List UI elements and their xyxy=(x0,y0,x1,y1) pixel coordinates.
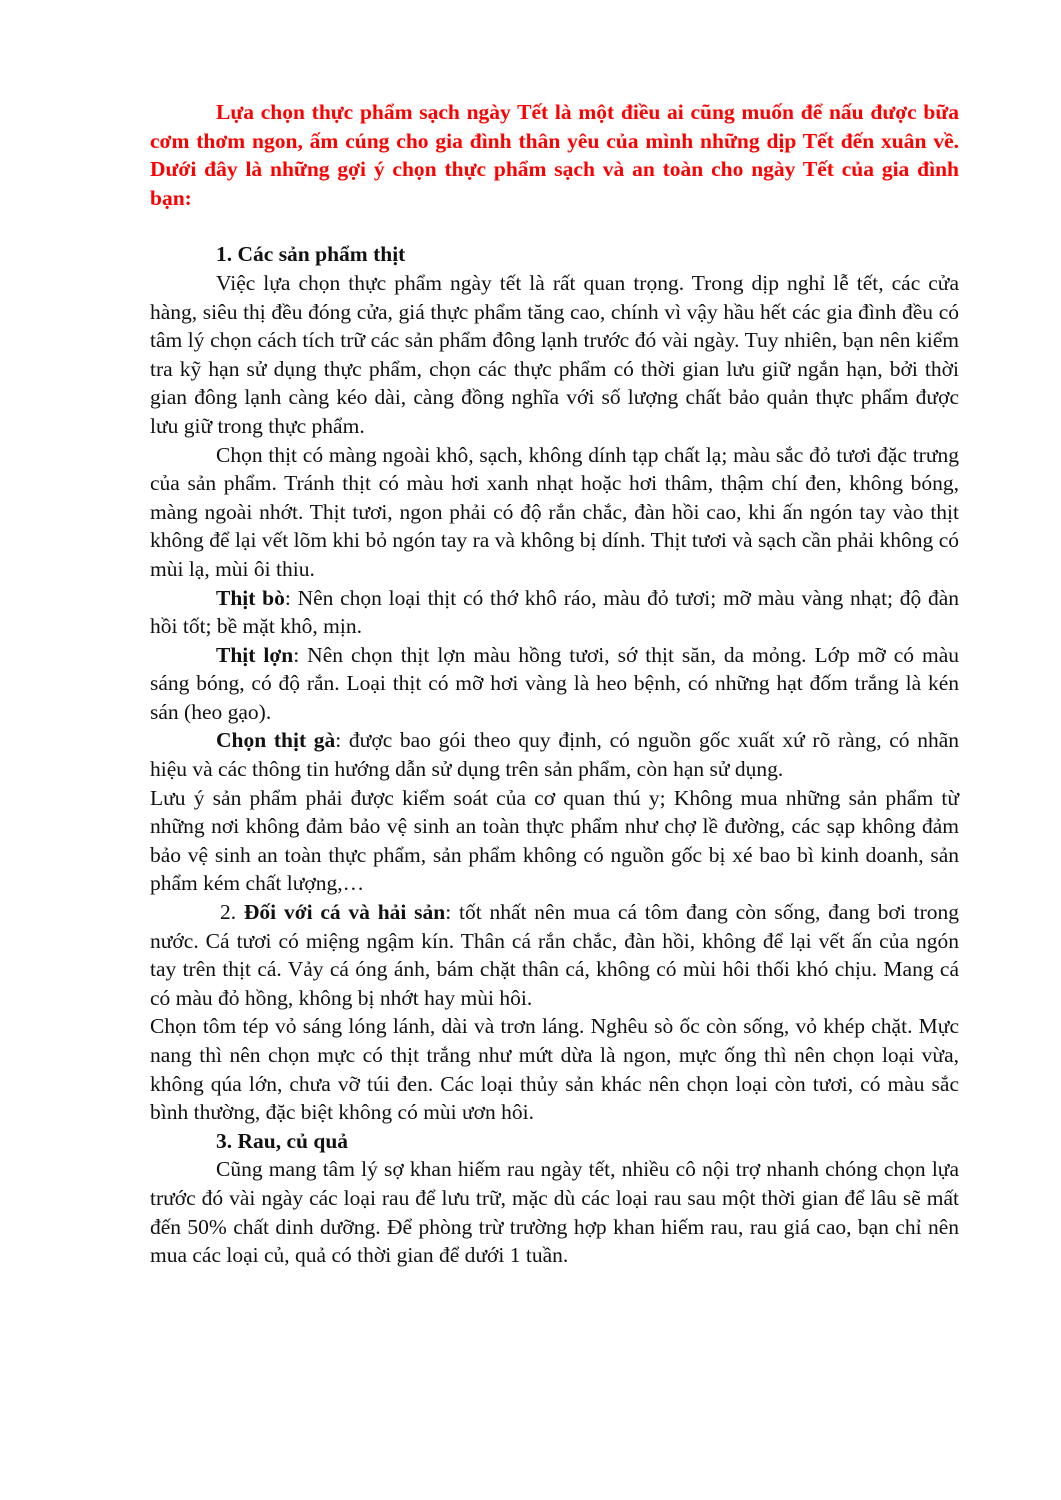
pork-text: : Nên chọn thịt lợn màu hồng tươi, sớ thịt săn, da mỏng. Lớp mỡ có màu sáng bóng, có độ rắn. Loại thịt có mỡ hơi vàng là heo bệnh, có những hạt đốm trắng là kén sán (heo gạo). xyxy=(150,642,959,724)
beef-text: : Nên chọn loại thịt có thớ khô ráo, màu đỏ tươi; mỡ màu vàng nhạt; độ đàn hồi tốt; bề mặt khô, mịn. xyxy=(150,585,960,639)
beef-label: Thịt bò xyxy=(216,585,285,610)
pork-paragraph xyxy=(150,641,959,727)
note-paragraph: Lưu ý sản phẩm phải được kiểm soát của cơ quan thú y; Không mua những sản phẩm từ những nơi không đảm bảo vệ sinh an toàn thực phẩm như chợ lề đường, các sạp không đảm bảo vệ sinh an toàn thực phẩm, sản phẩm không có nguồn gốc bị xé bao bì kinh doanh, sản phẩm kém chất lượng,… xyxy=(150,785,959,896)
seafood-label: Đối với cá và hải sản xyxy=(243,900,446,925)
seafood-number: 2. xyxy=(220,900,244,925)
intro-paragraph: Lựa chọn thực phẩm sạch ngày Tết là một điều ai cũng muốn để nấu được bữa cơm thơm ngon, ấm cúng cho gia đình thân yêu của mình những dịp Tết đến xuân về. Dưới đây là những gợi ý chọn thực phẩm sạch và an toàn cho ngày Tết của gia đình bạn: xyxy=(150,100,959,210)
seafood-text: : tốt nhất nên mua cá tôm đang còn sống, đang bơi trong nước. Cá tươi có miệng ngậm kín. Thân cá rắn chắc, đàn hồi, không để lại vết ấn của ngón tay trên thịt cá. Vảy cá óng ánh, bám chặt thân cá, không có mùi hôi thối khó chịu. Mang cá có màu đỏ hồng, không bị nhớt hay mùi hôi. xyxy=(150,900,959,1010)
chicken-text: : được bao gói theo quy định, có nguồn gốc xuất xứ rõ ràng, có nhãn hiệu và các thông tin hướng dẫn sử dụng trên sản phẩm, còn hạn sử dụng. xyxy=(150,728,959,782)
section-heading-vegetables: 3. Rau, củ quả xyxy=(216,1128,349,1153)
beef-paragraph xyxy=(150,584,959,641)
pork-label: Thịt lợn xyxy=(216,642,294,667)
document-page xyxy=(150,98,959,1270)
meat-paragraph-2: Chọn thịt có màng ngoài khô, sạch, không dính tạp chất lạ; màu sắc đỏ tươi đặc trưng của sản phẩm. Tránh thịt có màu hơi xanh nhạt hoặc hơi thâm, thậm chí đen, không bóng, màng ngoài nhớt. Thịt tươi, ngon phải có độ rắn chắc, đàn hồi cao, khi ấn ngón tay vào thịt không để lại vết lõm khi bỏ ngón tay ra và không bị dính. Thịt tươi và sạch cần phải không có mùi lạ, mùi ôi thiu. xyxy=(150,442,959,581)
section-heading-meat: 1. Các sản phẩm thịt xyxy=(216,242,406,267)
shellfish-paragraph: Chọn tôm tép vỏ sáng lóng lánh, dài và trơn láng. Nghêu sò ốc còn sống, vỏ khép chặt. Mực nang thì nên chọn mực có thịt trắng như mứt dừa là ngon, mực ống thì nên chọn loại vừa, không qúa lớn, chưa vỡ túi đen. Các loại thủy sản khác nên chọn loại còn tươi, có màu sắc bình thường, đặc biệt không có mùi ươn hôi. xyxy=(150,1014,959,1125)
chicken-label: Chọn thịt gà xyxy=(216,728,336,753)
seafood-paragraph xyxy=(150,898,959,1012)
chicken-paragraph xyxy=(150,726,959,783)
meat-paragraph-1: Việc lựa chọn thực phẩm ngày tết là rất quan trọng. Trong dịp nghỉ lễ tết, các cửa hàng, siêu thị đều đóng cửa, giá thực phẩm tăng cao, chính vì vậy hầu hết các gia đình đều có tâm lý chọn cách tích trữ các sản phẩm đông lạnh trước đó vài ngày. Tuy nhiên, bạn nên kiểm tra kỹ hạn sử dụng thực phẩm, chọn các thực phẩm có thời gian lưu giữ ngắn hạn, bởi thời gian đông lạnh càng kéo dài, càng đồng nghĩa với số lượng chất bảo quản thực phẩm được lưu giữ trong thực phẩm. xyxy=(150,270,959,438)
vegetables-paragraph: Cũng mang tâm lý sợ khan hiếm rau ngày tết, nhiều cô nội trợ nhanh chóng chọn lựa trước đó vài ngày các loại rau để lưu trữ, mặc dù các loại rau sau một thời gian để lâu sẽ mất đến 50% chất dinh dưỡng. Để phòng trừ trường hợp khan hiếm rau, rau giá cao, bạn chỉ nên mua các loại củ, quả có thời gian để dưới 1 tuần. xyxy=(150,1157,959,1268)
